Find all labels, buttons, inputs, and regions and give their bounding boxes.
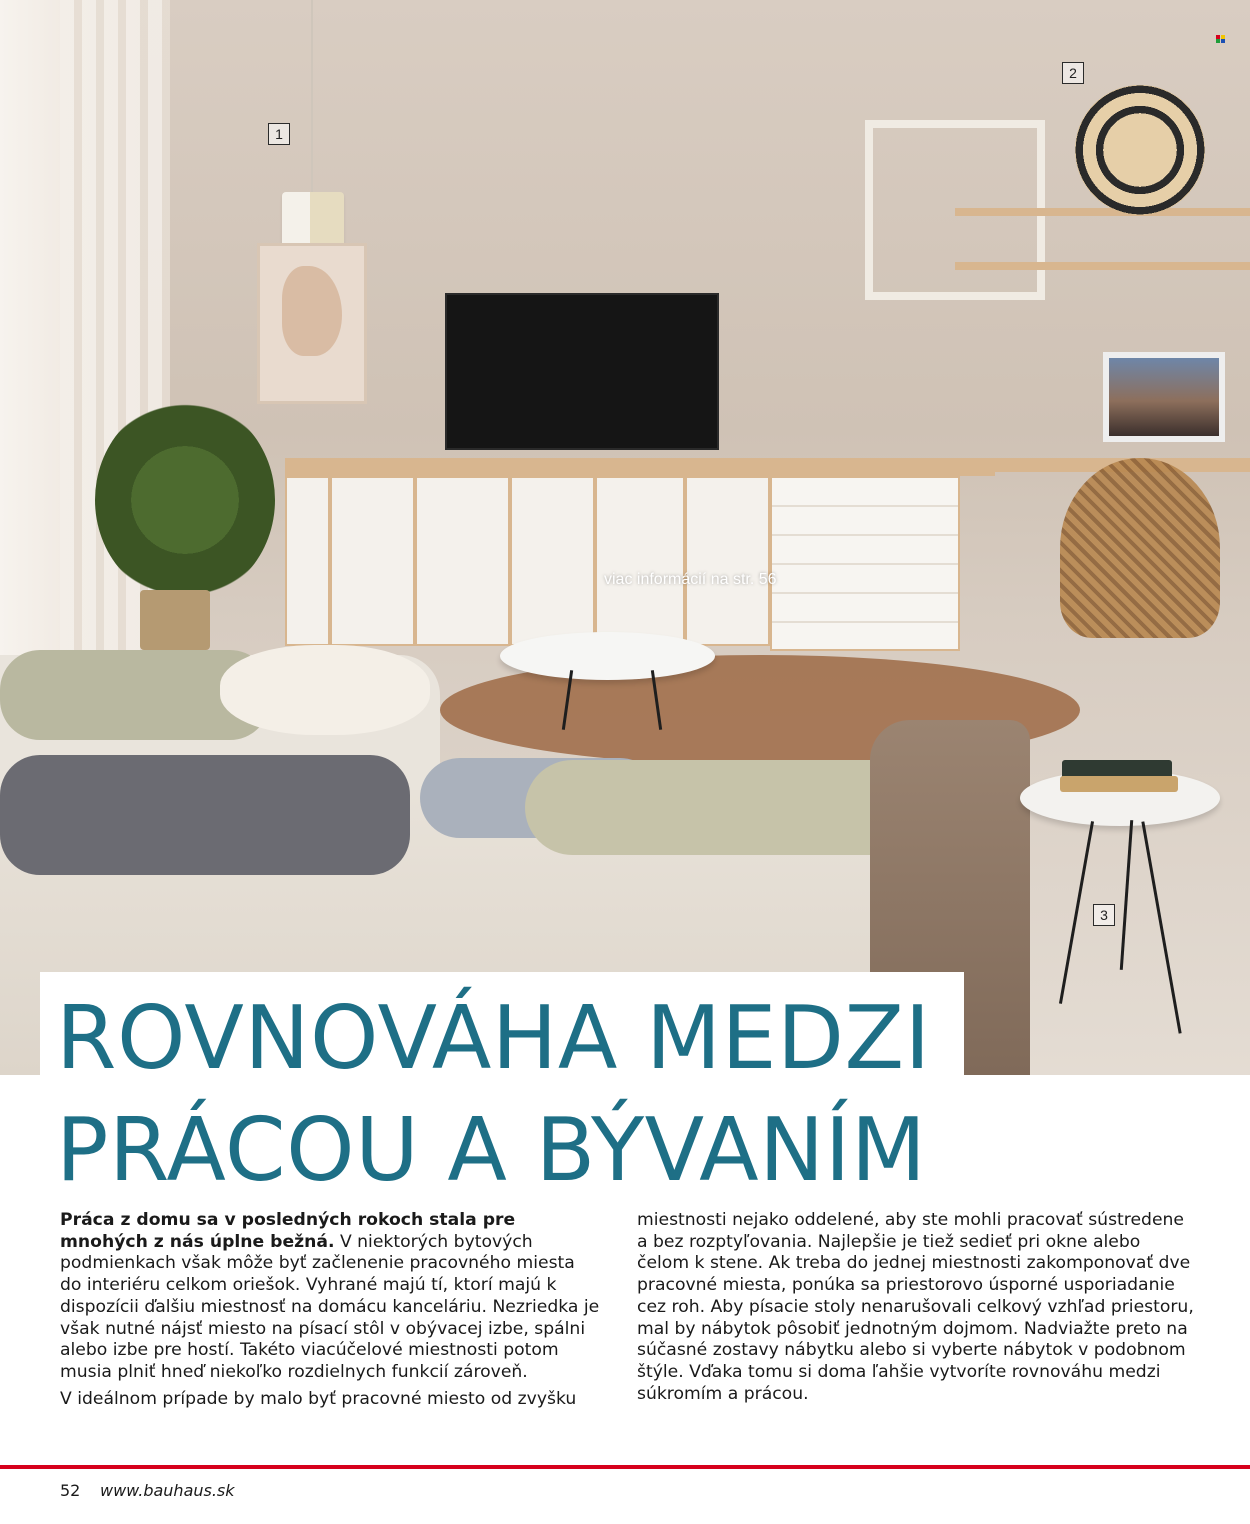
potted-plant	[95, 400, 275, 600]
body-column-left	[60, 1210, 600, 1415]
computer-monitor	[1103, 352, 1225, 442]
sideboard-cabinet	[285, 476, 330, 646]
brand-dots-icon	[1216, 35, 1226, 43]
cushion	[0, 755, 410, 875]
coffee-table	[500, 632, 715, 680]
sideboard-cabinet	[595, 476, 685, 646]
page-number: 52	[60, 1481, 81, 1500]
side-table-leg	[1120, 820, 1133, 970]
body-paragraph: miestnosti nejako oddelené, aby ste mohli pracovať sústredene a bez rozptyľovania. Najlepšie je tiež sedieť pri okne alebo čelom k stene. Ak treba do jednej miestnosti zakomponovať dve pracovné miesta, ponúka sa priestorovo úsporné usporiadanie cez roh. Aby písacie stoly nenarušovali celkový vzhľad priestoru, mal by nábytok pôsobiť jednotným dojmom. Nadviažte preto na súčasné zostavy nábytku alebo si vyberte nábytok v podobnom štýle. Vďaka tomu si doma ľahšie vytvoríte rovnováhu medzi súkromím a prácou.	[637, 1210, 1194, 1404]
footer-rule	[0, 1465, 1250, 1469]
headline	[56, 982, 931, 1206]
book	[1060, 776, 1178, 792]
wall-shelf	[955, 208, 1250, 216]
rattan-chair	[1060, 458, 1220, 638]
globe-clock	[1075, 85, 1205, 215]
drawer-unit	[770, 476, 960, 651]
side-table-leg	[1141, 821, 1181, 1033]
plant-pot	[140, 590, 210, 650]
television	[445, 293, 719, 450]
product-marker-3[interactable]: 3	[1093, 904, 1115, 926]
lamp-cord	[311, 0, 313, 195]
body-column-right	[637, 1210, 1197, 1410]
body-text: V niektorých bytových podmienkach však môže byť začlenenie pracovného miesta do interiéru celkom oriešok. Vyhrané majú tí, ktorí majú k dispozícii ďalšiu miestnosť na domácu kanceláriu. Nezriedka je však nutné nájsť miesto na písací stôl v obývacej izbe, spálni alebo izbe pre hostí. Takéto viacúčelové miestnosti potom musia plniť hneď niekoľko rozdielnych funkcií zároveň.	[60, 1231, 600, 1382]
desk-top	[860, 458, 1250, 472]
sheepskin-throw	[220, 645, 430, 735]
sideboard-cabinet	[685, 476, 770, 646]
side-table-leg	[1059, 821, 1094, 1004]
website-link[interactable]: www.bauhaus.sk	[100, 1481, 235, 1500]
headline-line-1: ROVNOVÁHA MEDZI	[56, 987, 931, 1089]
product-marker-2[interactable]: 2	[1062, 62, 1084, 84]
wall-poster	[257, 243, 367, 404]
product-marker-1[interactable]: 1	[268, 123, 290, 145]
sideboard-cabinet	[510, 476, 595, 646]
lead-text: Práca z domu sa v posledných rokoch stala pre mnohých z nás úplne bežná.	[60, 1210, 516, 1252]
headline-line-2: PRÁCOU A BÝVANÍM	[56, 1099, 927, 1201]
sideboard-cabinet	[330, 476, 415, 646]
body-paragraph: V ideálnom prípade by malo byť pracovné miesto od zvyšku	[60, 1388, 577, 1409]
body-paragraph	[60, 1210, 600, 1384]
sideboard-cabinet	[415, 476, 510, 646]
more-info-link[interactable]: viac informácií na str. 56	[604, 571, 777, 588]
poster-art	[282, 266, 342, 356]
wall-shelf-lower	[955, 262, 1250, 270]
